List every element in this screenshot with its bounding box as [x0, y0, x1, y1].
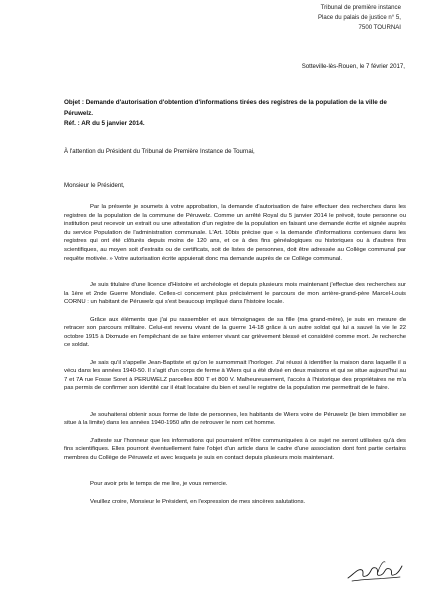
recipient-line-2: Place du palais de justice n° 5,: [317, 14, 401, 21]
letter-subject: [64, 98, 404, 130]
body-paragraph: Grâce aux éléments que j'ai pu rassembler et aux témoignages de sa fille (ma grand-mère), je suis en mesure de retracer son parcours militaire. Celui-est revenu vivant de la guerre 14-18 grâce à un autre soldat qui lui a sauvé la vie le 22 octobre 1915 à Dixmude en l'empêchant de se faire enterrer vivant car grièvement blessé et considéré comme mort. Je recherche ce soldat.: [64, 316, 406, 349]
closing-thanks: Pour avoir pris le temps de me lire, je vous remercie.: [90, 481, 228, 488]
attention-line: À l'attention du Président du Tribunal de Première Instance de Tournai,: [64, 148, 255, 155]
recipient-line-3: 7500 TOURNAI: [358, 24, 401, 31]
letter-date: Sotteville-lès-Rouen, le 7 février 2017,: [301, 63, 405, 70]
letter-body: [64, 203, 406, 515]
subject-object-line: Objet : Demande d'autorisation d'obtention d'informations tirées des registres de la population de la ville de Péruwelz.: [64, 99, 387, 117]
recipient-address: [318, 3, 401, 33]
body-paragraph: Je souhaiterai obtenir sous forme de liste de personnes, les habitants de Wiers voire de Péruwelz (le bien immobilier se situe à la limite) dans les années 1940-1950 afin de retrouver le nom cet homme.: [64, 411, 406, 427]
handwritten-signature: [344, 548, 404, 588]
salutation: Monsieur le Président,: [64, 182, 125, 189]
body-paragraph: Je sais qu'il s'appelle Jean-Baptiste et qu'on le surnommait l'horloger. J'ai réussi à identifier la maison dans laquelle il a vécu dans les années 1940-50. Il s'agit d'un corps de ferme à Wiers qui a été divisé en deux maisons et qui se situe aujourd'hui au 7 et 7A rue Fosse Soret à PERUWELZ parcelles 800 T et 800 V. Malheureusement, l'accès à l'historique des propriétaires ne m'a pas permis de confirmer son identité car il était locataire du bien et seul le registre de la population me permettrait de le faire.: [64, 359, 406, 392]
body-paragraph: Je suis titulaire d'une licence d'Histoire et archéologie et depuis plusieurs mois maintenant j'effectue des recherches sur la 1ère et 2nde Guerre Mondiale. Celles-ci concernent plus précisément le parcours de mon arrière-grand-père Marcel-Louis CORNU : un habitant de Péruwelz qui s'est beaucoup impliqué dans l'histoire locale.: [64, 282, 406, 306]
closing-salutation: Veuillez croire, Monsieur le Président, en l'expression de mes sincères salutations.: [90, 498, 306, 505]
body-paragraph: Par la présente je soumets à votre approbation, la demande d'autorisation de faire effectuer des recherches dans les registres de la population de la commune de Péruwelz. Comme un arrêté Royal du 5 janvier 2014 le prévoit, toute personne ou institution peut recevoir un extrait ou une attestation d'un registre de la population en faisant une demande écrite et signée auprès du service Population de l'administration communale. L'Art. 10bis précise que « la demande d'informations contenues dans les registres qui ont été clôturés depuis moins de 120 ans, et ce à des fins généalogiques ou historiques ou à d'autres fins scientifiques, au moyen soit d'extraits ou de certificats, soit de listes de personnes, doit être adressée au Collège communal par requête motivée. » Votre autorisation écrite appuierait donc ma demande auprès de ce Collège communal.: [64, 204, 406, 262]
recipient-line-1: Tribunal de première instance: [320, 4, 401, 11]
body-paragraph: J'atteste sur l'honneur que les informations qui pourraient m'être communiquées à ce sujet ne seront utilisées qu'à des fins scientifiques. Elles pourront éventuellement faire l'objet d'un article dans le cadre d'une association dont font partie certains membres du Collège de Péruwelz et avec lesquels je suis en contact depuis plusieurs mois maintenant.: [64, 437, 406, 461]
subject-reference-line: Réf. : AR du 5 janvier 2014.: [64, 120, 145, 127]
